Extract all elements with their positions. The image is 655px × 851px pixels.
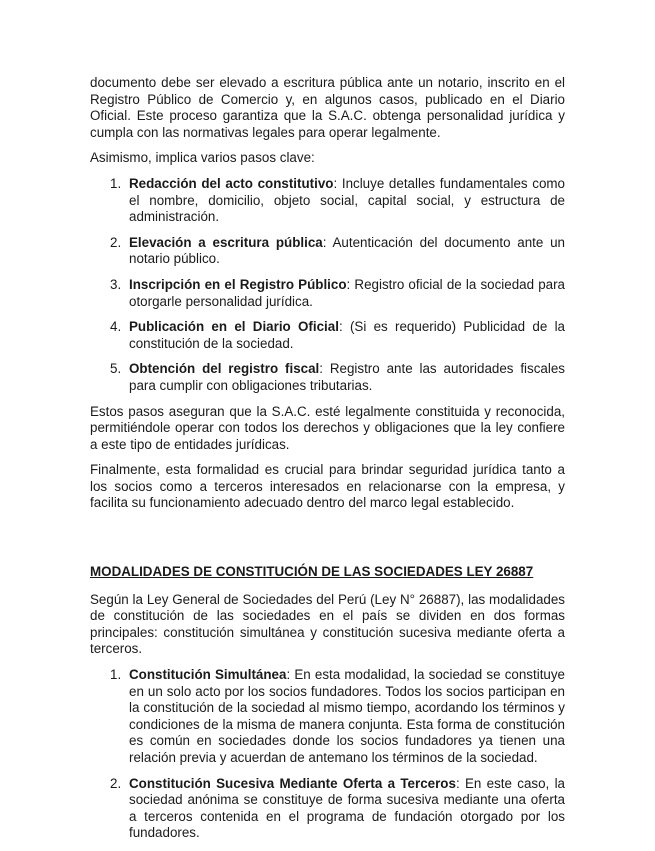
steps-summary-paragraph: Estos pasos aseguran que la S.A.C. esté legalmente constituida y reconocida, permitiéndole operar con todos los derechos y obligaciones que la ley confiere a este tipo de entidades jurídicas.	[90, 403, 565, 452]
list-number: 3.	[110, 276, 122, 292]
list-item-term: Inscripción en el Registro Público	[129, 276, 347, 292]
list-item-term: Publicación en el Diario Oficial	[129, 319, 339, 335]
list-number: 2.	[110, 775, 122, 791]
list-item-text: : Incluye detalles fundamentales como el nombre, domicilio, objeto social, capital social, y estructura de administración.	[129, 175, 565, 225]
list-item	[90, 776, 565, 842]
list-item	[90, 176, 565, 226]
section-intro-paragraph: Según la Ley General de Sociedades del Perú (Ley N° 26887), las modalidades de constitución de las sociedades en el país se dividen en dos formas principales: constitución simultánea y constitución sucesiva mediante oferta a terceros.	[90, 591, 565, 657]
list-item-term: Elevación a escritura pública	[129, 234, 323, 250]
intro-paragraph: documento debe ser elevado a escritura pública ante un notario, inscrito en el Registro Público de Comercio y, en algunos casos, publicado en el Diario Oficial. Este proceso garantiza que la S.A.C. obtenga personalidad jurídica y cumpla con las normativas legales para operar legalmente.	[90, 75, 565, 140]
list-item	[90, 667, 565, 767]
list-item-text: : En este caso, la sociedad anónima se constituye de forma sucesiva mediante una oferta a terceros contenida en el programa de fundación otorgado por los fundadores.	[129, 775, 566, 841]
list-item	[90, 235, 565, 268]
list-item-text: : (Si es requerido) Publicidad de la constitución de la sociedad.	[129, 319, 565, 351]
list-item-term: Redacción del acto constitutivo	[129, 175, 334, 191]
list-item	[90, 319, 565, 352]
list-item-text: : Autenticación del documento ante un notario público.	[129, 234, 566, 267]
list-number: 1.	[110, 175, 122, 191]
section-heading: MODALIDADES DE CONSTITUCIÓN DE LAS SOCIEDADES LEY 26887	[90, 564, 534, 580]
list-number: 2.	[110, 234, 122, 250]
list-item-term: Obtención del registro fiscal	[129, 361, 320, 377]
list-item-text: : Registro ante las autoridades fiscales para cumplir con obligaciones tributarias.	[129, 361, 565, 393]
document-page	[90, 75, 565, 851]
list-item	[90, 277, 565, 310]
list-item-term: Constitución Simultánea	[129, 667, 287, 683]
list-item-text: : En esta modalidad, la sociedad se constituye en un solo acto por los socios fundadores. Todos los socios participan en la constitución de la sociedad al mismo tiempo, acordando los términos y condiciones de la misma de manera conjunta. Esta forma de constitución es común en sociedades donde los socios fundadores ya tienen una relación previa y acuerdan de antemano los términos de la sociedad.	[129, 667, 565, 765]
list-item	[90, 361, 565, 394]
list-number: 5.	[110, 361, 122, 377]
list-item-term: Constitución Sucesiva Mediante Oferta a Terceros	[129, 775, 456, 791]
list-number: 4.	[110, 319, 122, 335]
key-steps-list	[90, 176, 565, 395]
closing-paragraph: Finalmente, esta formalidad es crucial para brindar seguridad jurídica tanto a los socios como a terceros interesados en relacionarse con la empresa, y facilita su funcionamiento adecuado dentro del marco legal establecido.	[90, 462, 565, 511]
modalities-list	[90, 667, 565, 842]
list-number: 1.	[110, 667, 122, 683]
list-item-text: : Registro oficial de la sociedad para otorgarle personalidad jurídica.	[129, 276, 566, 309]
steps-lead: Asimismo, implica varios pasos clave:	[90, 150, 315, 166]
